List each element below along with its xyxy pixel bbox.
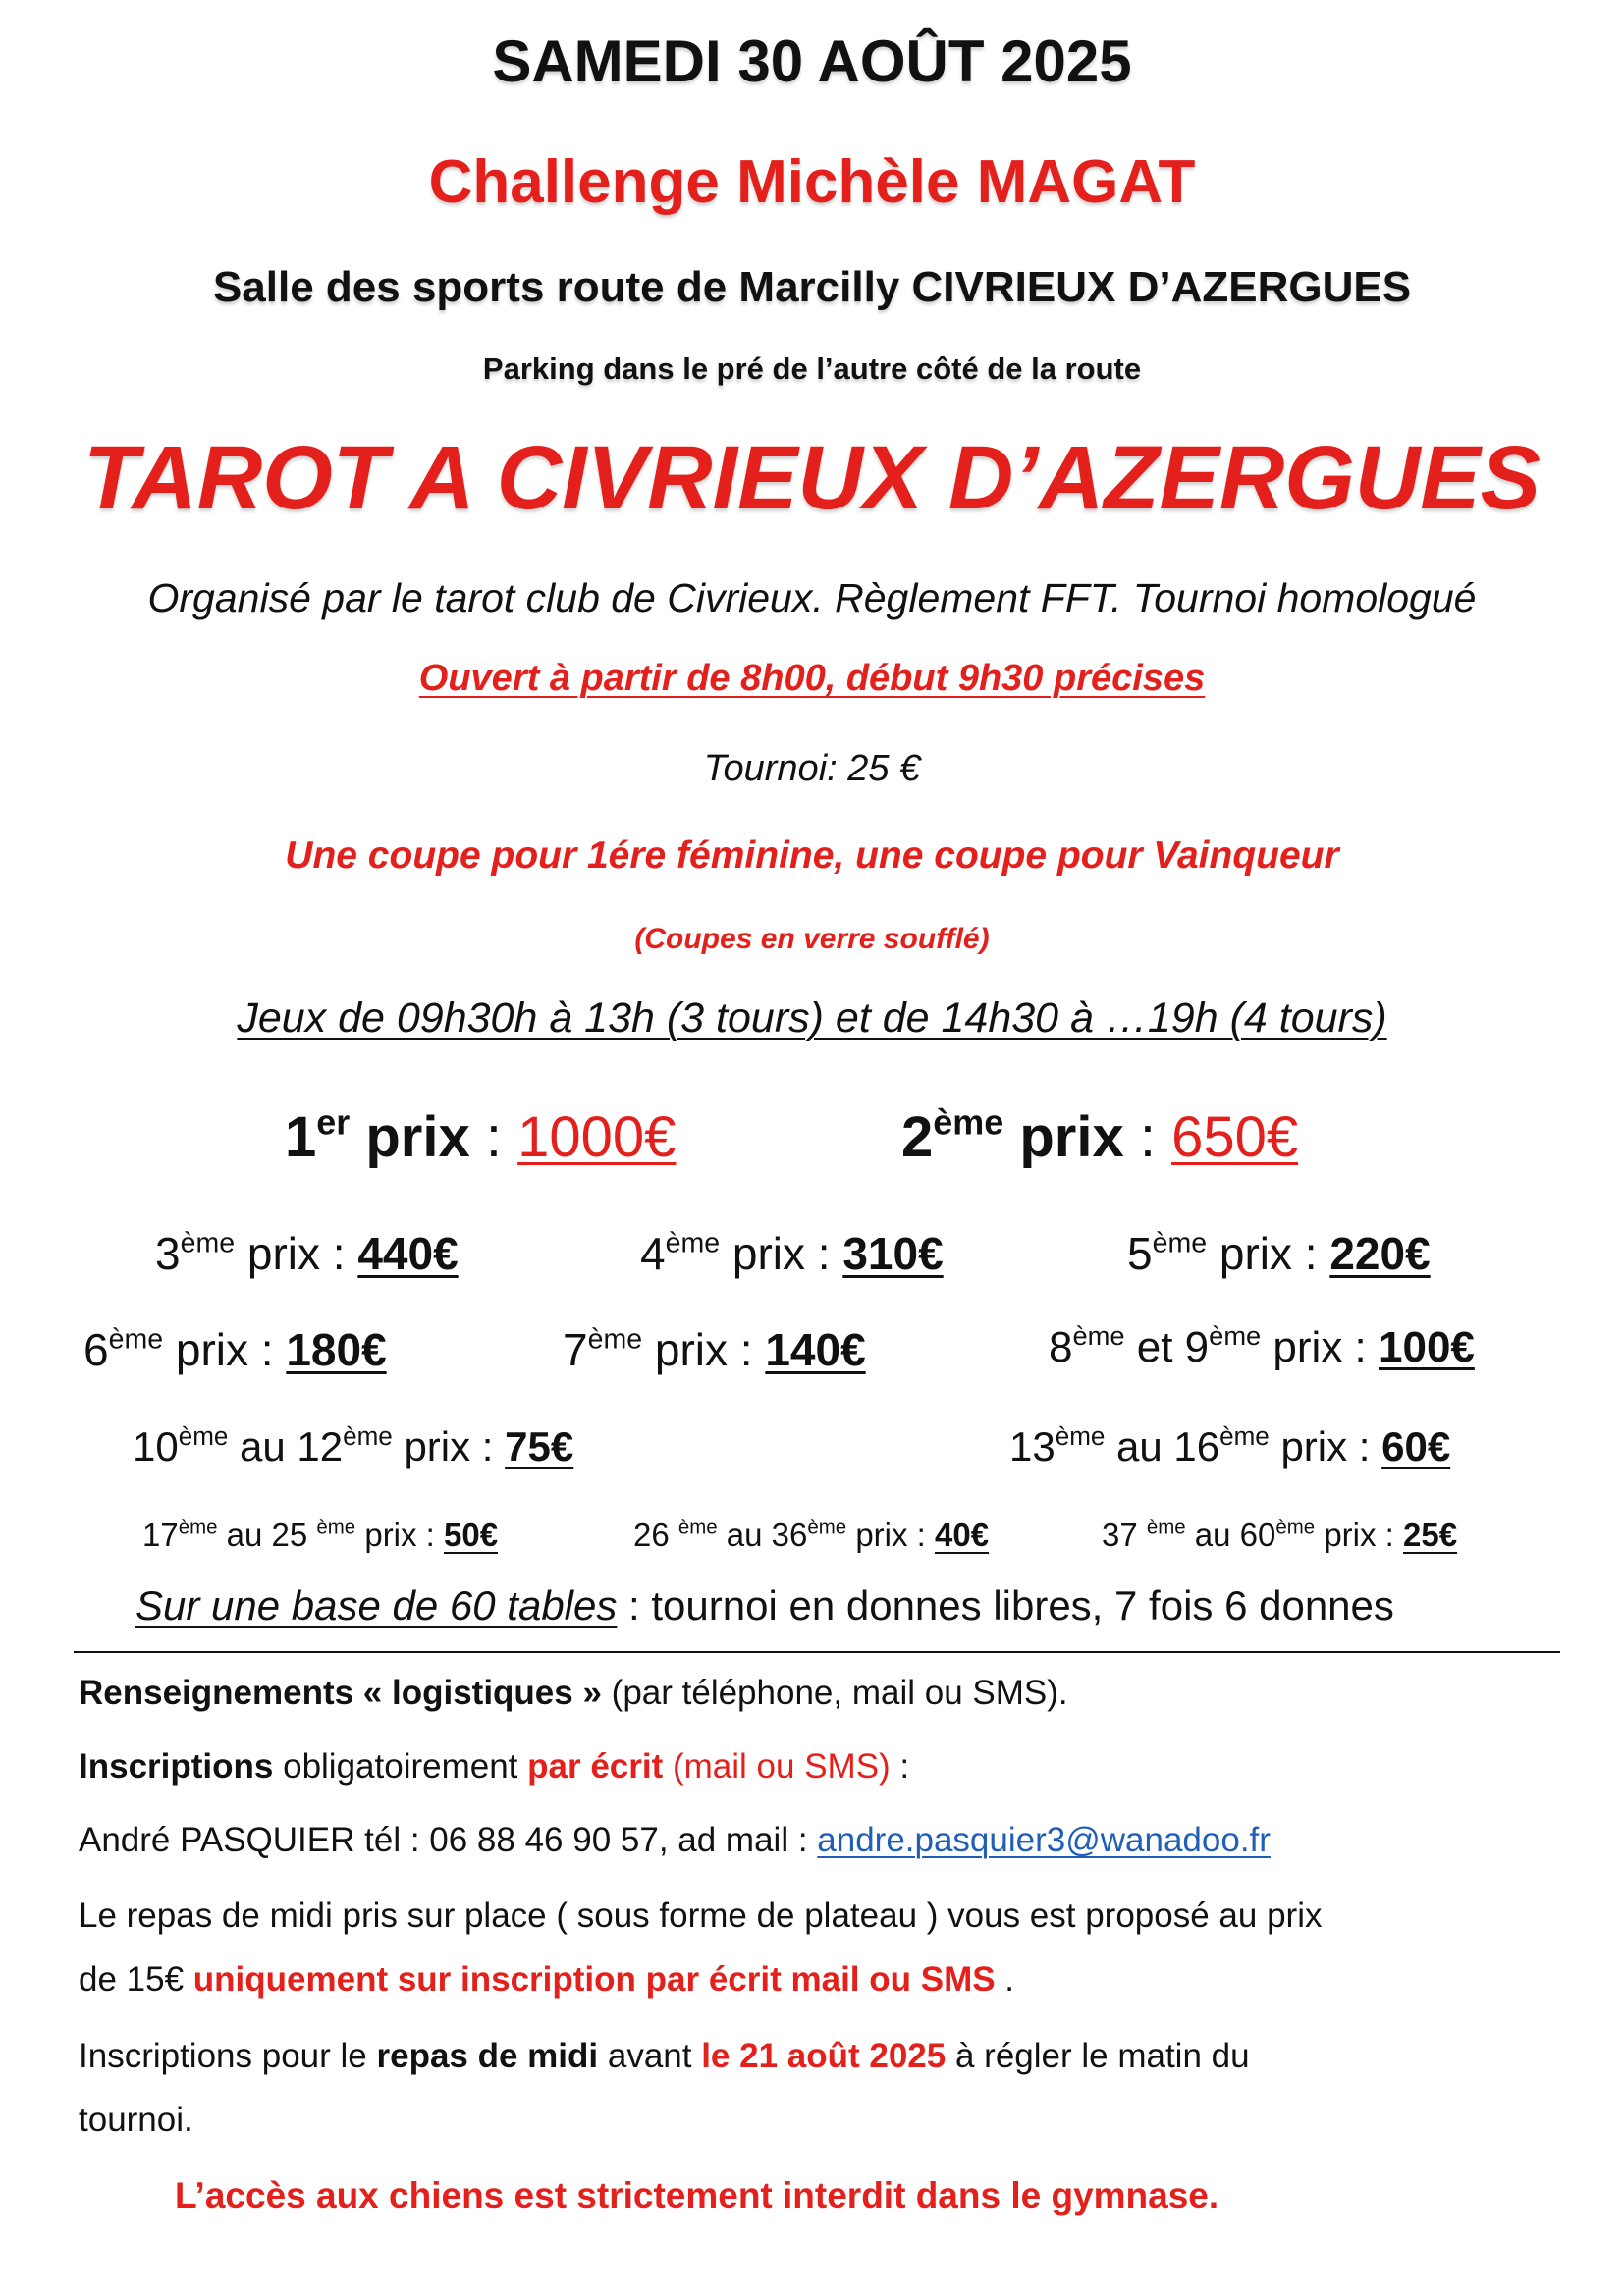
cups-note: (Coupes en verre soufflé) <box>634 923 990 955</box>
prize-17-25-amount: 50€ <box>444 1517 499 1553</box>
info-registration: Inscriptions obligatoirement par écrit (mail ou SMS) : <box>79 1747 910 1786</box>
prize-6-amount: 180€ <box>286 1324 387 1375</box>
prize-3-amount: 440€ <box>357 1228 459 1279</box>
prize-26-36-amount: 40€ <box>935 1517 990 1553</box>
prize-5: 5ème prix : 220€ <box>1127 1227 1431 1279</box>
opening-hours: Ouvert à partir de 8h00, début 9h30 précises <box>418 658 1206 699</box>
info-deadline-line2: tournoi. <box>79 2101 193 2139</box>
prize-8-9: 8ème et 9ème prix : 100€ <box>1049 1320 1475 1371</box>
dogs-notice: L’accès aux chiens est strictement interdit dans le gymnase. <box>175 2175 1219 2216</box>
prize-17-25: 17ème au 25 $^{ème}$ prix : 50€ <box>142 1516 499 1553</box>
prize-2-amount: 650€ <box>1171 1105 1299 1169</box>
prize-2: 2ème prix : 650€ <box>901 1101 1299 1169</box>
prize-10-12-amount: 75€ <box>505 1423 574 1469</box>
info-logistics: Renseignements « logistiques » (par téléphone, mail ou SMS). <box>79 1674 1068 1712</box>
prize-4: 4ème prix : 310€ <box>640 1227 944 1279</box>
prize-6: 6ème prix : 180€ <box>83 1323 387 1375</box>
prize-7-amount: 140€ <box>765 1324 866 1375</box>
main-title: TAROT A CIVRIEUX D’AZERGUES <box>83 428 1541 528</box>
prize-37-60: 37 $^{ème}$ au 60ème prix : 25€ <box>1102 1516 1458 1553</box>
info-contact: André PASQUIER tél : 06 88 46 90 57, ad mail : andre.pasquier3@wanadoo.fr <box>79 1821 1271 1859</box>
organizer: Organisé par le tarot club de Civrieux. Règlement FFT. Tournoi homologué <box>147 575 1477 620</box>
prize-7: 7ème prix : 140€ <box>563 1323 866 1375</box>
schedule: Jeux de 09h30h à 13h (3 tours) et de 14h30 à …19h (4 tours) <box>237 994 1387 1041</box>
info-deadline-line1: Inscriptions pour le repas de midi avant le 21 août 2025 à régler le matin du <box>79 2037 1250 2075</box>
challenge-title: Challenge Michèle MAGAT <box>428 148 1196 216</box>
prize-13-16-amount: 60€ <box>1381 1423 1451 1469</box>
prize-26-36: 26 $^{ème}$ au 36ème prix : 40€ <box>633 1516 990 1553</box>
prize-10-12: 10ème au 12ème prix : 75€ <box>133 1420 574 1469</box>
prize-4-amount: 310€ <box>842 1228 944 1279</box>
venue: Salle des sports route de Marcilly CIVRIEUX D’AZERGUES <box>212 263 1412 311</box>
prize-8-9-amount: 100€ <box>1379 1323 1475 1371</box>
info-meal-line1: Le repas de midi pris sur place ( sous forme de plateau ) vous est proposé au prix <box>79 1896 1323 1935</box>
prize-37-60-amount: 25€ <box>1403 1517 1458 1553</box>
email-link[interactable]: andre.pasquier3@wanadoo.fr <box>817 1821 1271 1859</box>
prize-13-16: 13ème au 16ème prix : 60€ <box>1009 1420 1451 1469</box>
prize-3: 3ème prix : 440€ <box>155 1227 459 1279</box>
prize-1-amount: 1000€ <box>517 1105 677 1169</box>
parking-note: Parking dans le pré de l’autre côté de la route <box>482 351 1142 386</box>
event-date: SAMEDI 30 AOÛT 2025 <box>492 28 1132 94</box>
tables-base: Sur une base de 60 tables : tournoi en donnes libres, 7 fois 6 donnes <box>135 1582 1394 1629</box>
prize-1: 1er prix : 1000€ <box>285 1101 677 1169</box>
cups-text: Une coupe pour 1ére féminine, une coupe pour Vainqueur <box>285 834 1339 877</box>
tournament-fee: Tournoi: 25 € <box>703 748 921 789</box>
prize-5-amount: 220€ <box>1329 1228 1431 1279</box>
divider <box>74 1651 1560 1653</box>
info-meal-line2: de 15€ uniquement sur inscription par écrit mail ou SMS . <box>79 1960 1015 1999</box>
